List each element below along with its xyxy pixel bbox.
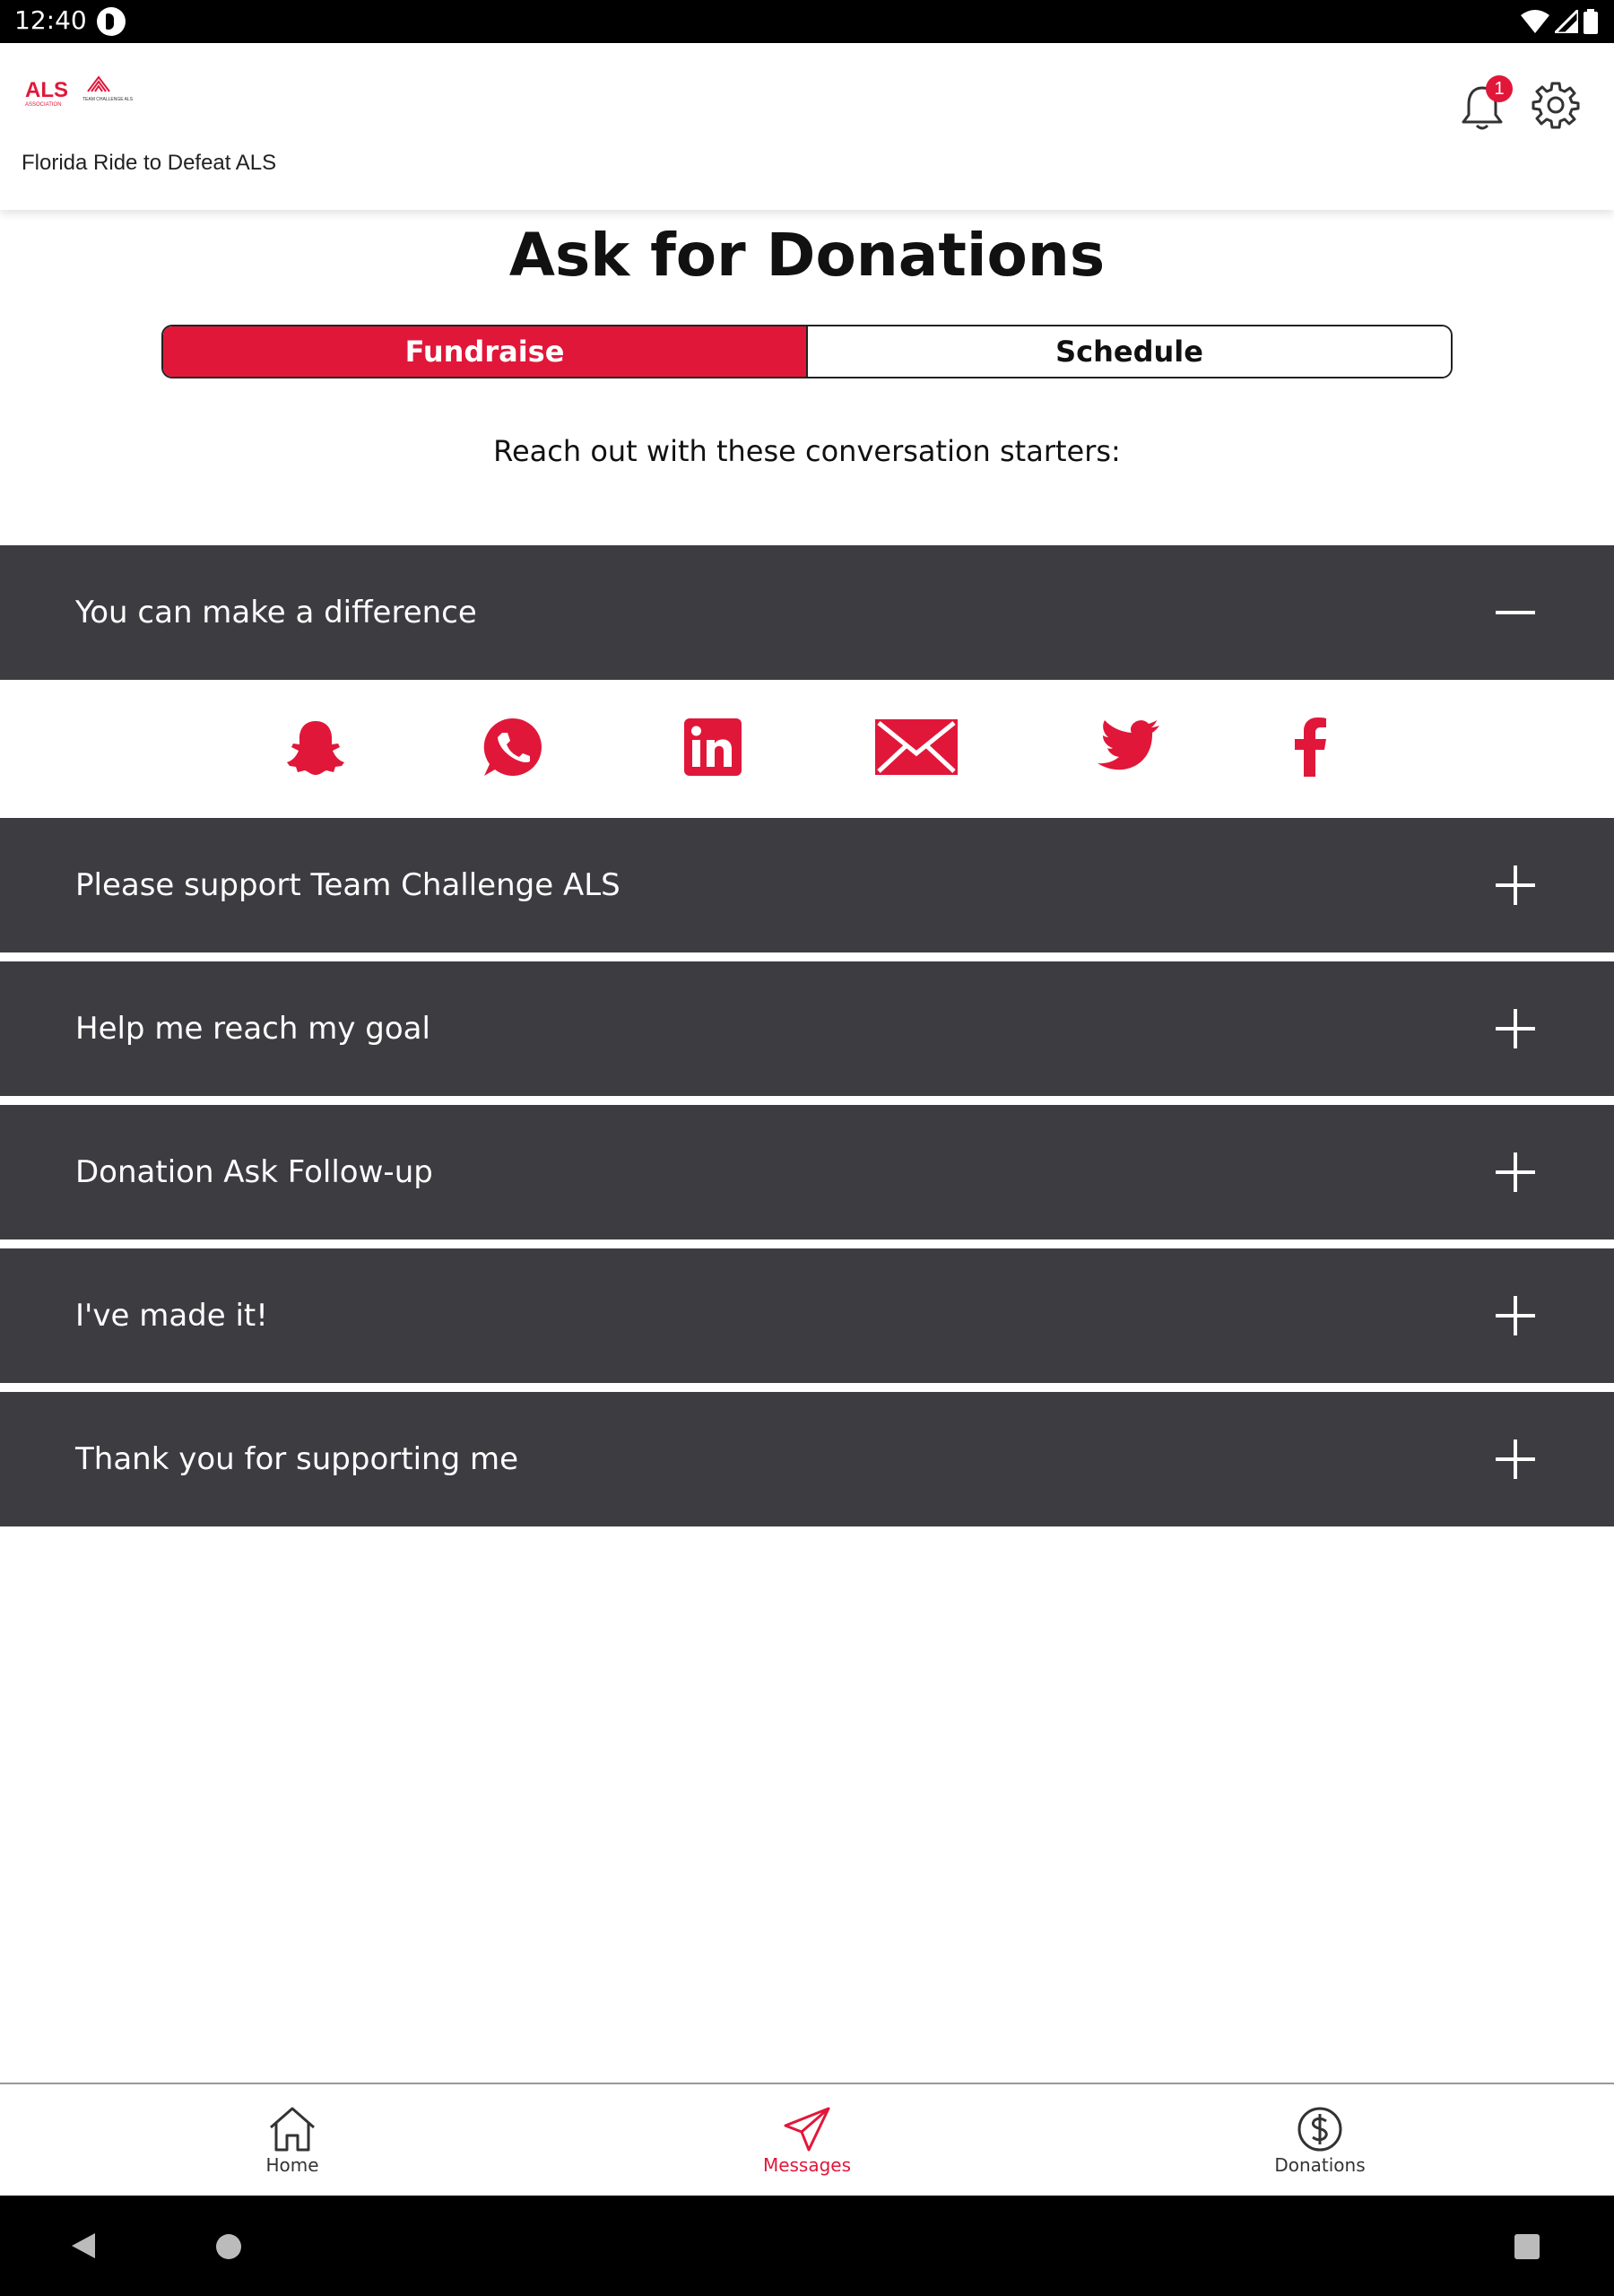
- expand-icon[interactable]: [1496, 1439, 1535, 1479]
- logo-sub: ASSOCIATION: [25, 102, 62, 108]
- home-icon: [267, 2106, 317, 2152]
- tab-fundraise[interactable]: Fundraise: [163, 326, 806, 377]
- nav-donations[interactable]: [1230, 2106, 1410, 2176]
- send-icon: [782, 2106, 832, 2152]
- expand-icon[interactable]: [1496, 1152, 1535, 1192]
- accordion-label: You can make a difference: [75, 595, 477, 631]
- page-title: Ask for Donations: [508, 221, 1106, 290]
- share-row: [0, 680, 1614, 818]
- status-bar: [0, 0, 1614, 43]
- nav-home-label: Home: [265, 2154, 319, 2176]
- accordion-label: Please support Team Challenge ALS: [75, 867, 620, 903]
- app-header: [0, 43, 1614, 210]
- event-title: Florida Ride to Defeat ALS: [22, 151, 277, 175]
- recents-icon[interactable]: [1514, 2233, 1540, 2260]
- conversation-starters: [0, 545, 1614, 1526]
- twitter-icon[interactable]: [1092, 707, 1160, 787]
- accordion-item-reach-goal[interactable]: [0, 961, 1614, 1096]
- accordion-label: I've made it!: [75, 1298, 268, 1334]
- dollar-circle-icon: [1295, 2106, 1345, 2152]
- nav-messages[interactable]: [717, 2106, 897, 2176]
- logo-team: TEAM CHALLENGE ALS: [82, 97, 133, 102]
- nav-messages-label: Messages: [762, 2154, 852, 2176]
- expand-icon[interactable]: [1496, 865, 1535, 905]
- settings-gear-icon[interactable]: [1532, 81, 1580, 129]
- linkedin-icon[interactable]: [681, 707, 744, 787]
- back-icon[interactable]: [70, 2231, 97, 2260]
- accordion-item-follow-up[interactable]: [0, 1105, 1614, 1239]
- tab-switcher: [161, 325, 1453, 378]
- whatsapp-icon[interactable]: [479, 707, 547, 787]
- system-navigation-bar: [0, 2196, 1614, 2296]
- app-notification-icon: [97, 7, 126, 36]
- accordion-label: Thank you for supporting me: [75, 1441, 518, 1477]
- wifi-icon: [1521, 10, 1549, 33]
- notification-badge: 1: [1486, 75, 1513, 102]
- als-logo: [25, 74, 133, 120]
- expand-icon[interactable]: [1496, 1296, 1535, 1335]
- status-time: 12:40: [14, 5, 87, 35]
- home-circle-icon[interactable]: [215, 2233, 242, 2260]
- email-icon[interactable]: [875, 707, 958, 787]
- facebook-icon[interactable]: [1293, 707, 1329, 787]
- nav-donations-label: Donations: [1274, 2154, 1366, 2176]
- tab-schedule[interactable]: Schedule: [806, 326, 1451, 377]
- accordion-label: Donation Ask Follow-up: [75, 1154, 433, 1190]
- status-indicators: [1521, 9, 1598, 34]
- signal-icon: [1555, 10, 1578, 33]
- nav-home[interactable]: [203, 2106, 382, 2176]
- logo-text: ALS: [25, 78, 68, 102]
- expand-icon[interactable]: [1496, 1009, 1535, 1048]
- bottom-nav: [0, 2083, 1614, 2196]
- accordion-item-support-team[interactable]: [0, 818, 1614, 952]
- battery-icon: [1584, 9, 1598, 34]
- accordion-label: Help me reach my goal: [75, 1011, 430, 1047]
- accordion-item-thank-you[interactable]: [0, 1392, 1614, 1526]
- collapse-icon[interactable]: [1496, 593, 1535, 632]
- intro-text: Reach out with these conversation starters:: [493, 434, 1121, 468]
- accordion-item-made-it[interactable]: [0, 1248, 1614, 1383]
- snapchat-icon[interactable]: [283, 707, 348, 787]
- accordion-item-make-difference[interactable]: [0, 545, 1614, 680]
